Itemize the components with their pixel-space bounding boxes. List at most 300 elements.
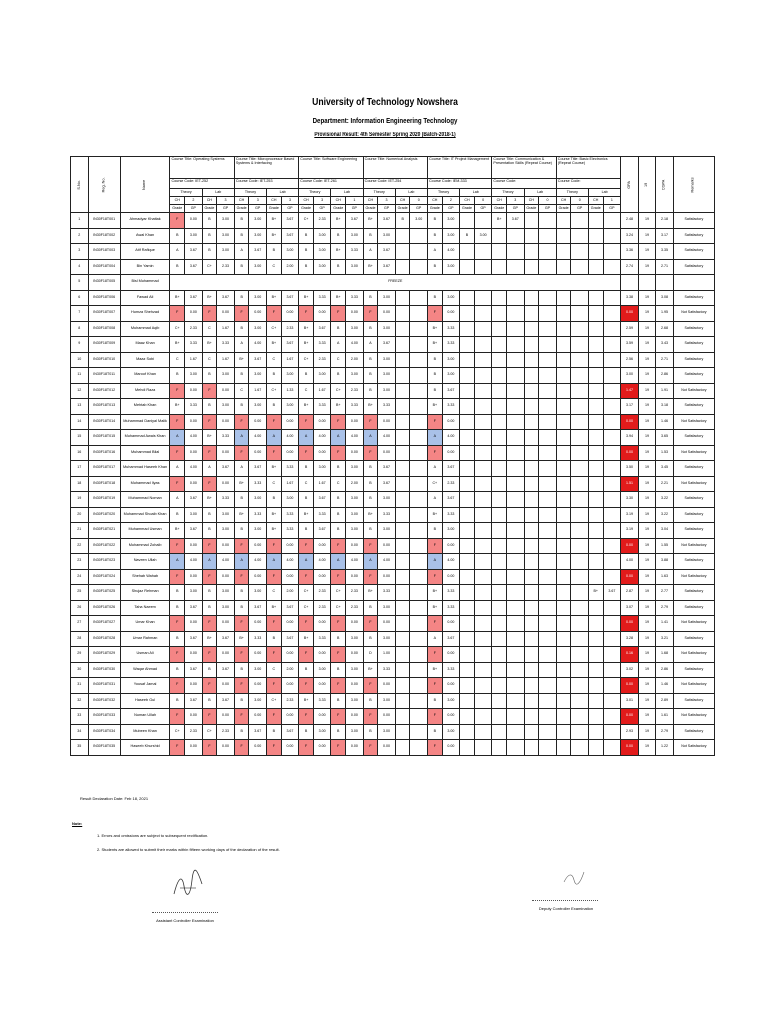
gp-cell: [507, 709, 525, 725]
gp-cell: 0.00: [249, 678, 267, 694]
gp-cell: 3.67: [281, 213, 299, 229]
gpa-value: 3.19: [621, 523, 639, 539]
grade-cell: [556, 616, 571, 632]
grade-cell: C+: [299, 585, 314, 601]
gp-cell: 3.33: [313, 693, 331, 709]
grade-cell: A: [234, 461, 249, 477]
grade-cell: F: [202, 476, 217, 492]
ch-label: CH: [524, 197, 539, 205]
grade-cell: B: [202, 368, 217, 384]
gpa-header: [621, 157, 639, 213]
grade-cell: [588, 569, 603, 585]
grade-cell: B: [202, 585, 217, 601]
reg-header-text: Reg. No.: [101, 177, 106, 192]
reg-no: IN30F18T010: [88, 352, 120, 368]
gp-cell: 0.00: [185, 476, 203, 492]
grade-cell: [556, 476, 571, 492]
gp-cell: 3.00: [378, 352, 396, 368]
grade-cell: F: [234, 678, 249, 694]
grade-cell: [395, 569, 410, 585]
grade-cell: A: [267, 554, 282, 570]
student-name: Muhammad Zohaib: [120, 538, 170, 554]
grade-cell: [492, 678, 507, 694]
grade-cell: [460, 724, 475, 740]
course-title-5: Course Title: Communication & Presentation Skills (Repeat Course): [492, 157, 556, 179]
gp-cell: [603, 290, 621, 306]
gp-cell: 3.33: [442, 399, 460, 415]
gp-label: GP: [378, 205, 396, 213]
grade-cell: B: [363, 476, 378, 492]
serial-no: 10: [71, 352, 89, 368]
gp-cell: [603, 740, 621, 756]
gp-cell: [474, 383, 492, 399]
gp-cell: 3.33: [185, 399, 203, 415]
grade-cell: B: [234, 600, 249, 616]
gpa-value: 1.51: [621, 476, 639, 492]
grade-cell: [460, 213, 475, 229]
blank-cell: [656, 275, 674, 291]
student-name: Mehtab Khan: [120, 399, 170, 415]
gp-cell: [603, 724, 621, 740]
grade-cell: [492, 352, 507, 368]
grade-cell: B+: [234, 476, 249, 492]
grade-cell: B: [363, 368, 378, 384]
grade-cell: F: [170, 306, 185, 322]
reg-no: IN30F18T012: [88, 383, 120, 399]
grade-cell: [524, 476, 539, 492]
ch-label: CH: [363, 197, 378, 205]
grade-cell: [556, 259, 571, 275]
grade-cell: [588, 647, 603, 663]
reg-no: IN30F18T021: [88, 523, 120, 539]
gp-cell: [539, 600, 557, 616]
grade-cell: F: [170, 476, 185, 492]
gp-cell: 0.00: [378, 616, 396, 632]
remarks-value: Satisfactory: [673, 461, 714, 477]
gp-label: GP: [410, 205, 428, 213]
grade-cell: F: [170, 647, 185, 663]
gpa-value: 2.56: [621, 352, 639, 368]
gp-cell: 0.00: [442, 647, 460, 663]
gp-cell: [507, 693, 525, 709]
grade-cell: [395, 321, 410, 337]
gp-cell: [507, 445, 525, 461]
gpa-value: 0.00: [621, 538, 639, 554]
grade-cell: C: [234, 383, 249, 399]
grade-cell: F: [202, 445, 217, 461]
gp-cell: [571, 368, 589, 384]
gp-cell: [474, 554, 492, 570]
remarks-value: Satisfactory: [673, 244, 714, 260]
grade-cell: [524, 647, 539, 663]
remarks-value: Not Satisfactory: [673, 306, 714, 322]
grade-cell: [460, 678, 475, 694]
grade-cell: B+: [170, 337, 185, 353]
grade-cell: F: [299, 306, 314, 322]
lab-label-4: Lab: [460, 189, 492, 197]
grade-cell: A: [428, 461, 443, 477]
grade-cell: [460, 414, 475, 430]
gp-cell: 3.00: [185, 585, 203, 601]
gp-cell: [603, 507, 621, 523]
gp-cell: 3.67: [281, 600, 299, 616]
table-row: [71, 740, 715, 756]
serial-no: 13: [71, 399, 89, 415]
cgpa-value: 3.18: [656, 399, 674, 415]
ch-label: CH: [395, 197, 410, 205]
gp-cell: 3.00: [249, 492, 267, 508]
grade-cell: F: [299, 445, 314, 461]
gp-cell: 0.00: [281, 445, 299, 461]
grade-cell: F: [267, 740, 282, 756]
remarks-value: Not Satisfactory: [673, 709, 714, 725]
table-row: [71, 631, 715, 647]
grade-cell: [492, 290, 507, 306]
gp-cell: 3.00: [442, 213, 460, 229]
gp-cell: 0.00: [378, 569, 396, 585]
student-name: Haseeb Khurshid: [120, 740, 170, 756]
gp-cell: 3.00: [313, 461, 331, 477]
ch-total-header-text: 19: [644, 182, 649, 187]
gp-cell: 3.33: [313, 631, 331, 647]
gp-cell: 3.00: [442, 368, 460, 384]
gp-cell: [474, 290, 492, 306]
grade-cell: [460, 600, 475, 616]
cgpa-value: 2.71: [656, 259, 674, 275]
gp-cell: [571, 724, 589, 740]
grade-cell: B: [299, 259, 314, 275]
grade-cell: [395, 383, 410, 399]
grade-cell: C+: [331, 600, 346, 616]
student-name: Ahmadyar Khattak: [120, 213, 170, 229]
cgpa-value: 1.61: [656, 709, 674, 725]
gp-cell: [507, 569, 525, 585]
gp-cell: [571, 414, 589, 430]
assistant-controller-label: Assistant Controller Examination: [156, 918, 214, 923]
gp-cell: 4.00: [249, 337, 267, 353]
reg-no: IN30F18T031: [88, 678, 120, 694]
grade-cell: A: [170, 461, 185, 477]
gp-cell: 3.67: [185, 662, 203, 678]
student-name: Fawad Ali: [120, 290, 170, 306]
gp-cell: [539, 213, 557, 229]
gp-cell: 2.00: [281, 585, 299, 601]
blank-cell: [621, 275, 639, 291]
gp-cell: [539, 538, 557, 554]
gp-cell: 4.00: [185, 461, 203, 477]
serial-no: 3: [71, 244, 89, 260]
grade-cell: F: [234, 306, 249, 322]
grade-cell: [524, 445, 539, 461]
grade-cell: F: [234, 647, 249, 663]
grade-cell: A: [170, 554, 185, 570]
grade-cell: B+: [363, 662, 378, 678]
theory-label-4: Theory: [428, 189, 460, 197]
gp-cell: 4.00: [217, 554, 235, 570]
gp-cell: 3.67: [249, 461, 267, 477]
gp-cell: 3.67: [281, 290, 299, 306]
gp-cell: 4.00: [346, 554, 364, 570]
gp-cell: 0.00: [442, 445, 460, 461]
grade-cell: [588, 399, 603, 415]
gp-cell: [474, 585, 492, 601]
gp-cell: [539, 554, 557, 570]
grade-cell: B+: [267, 461, 282, 477]
gpa-value: 3.94: [621, 430, 639, 446]
grade-cell: [524, 244, 539, 260]
gp-label: GP: [249, 205, 267, 213]
remarks-value: Not Satisfactory: [673, 616, 714, 632]
gp-cell: 0.00: [346, 740, 364, 756]
grade-cell: [460, 476, 475, 492]
gp-cell: [571, 461, 589, 477]
table-row: [71, 600, 715, 616]
remarks-value: Satisfactory: [673, 554, 714, 570]
grade-cell: B: [363, 523, 378, 539]
grade-cell: B: [331, 507, 346, 523]
student-name: Taha Naeem: [120, 600, 170, 616]
grade-cell: [460, 244, 475, 260]
grade-cell: [460, 352, 475, 368]
serial-no: 32: [71, 693, 89, 709]
reg-no: IN30F18T008: [88, 321, 120, 337]
gp-cell: [507, 399, 525, 415]
grade-cell: B: [234, 290, 249, 306]
cgpa-value: 1.95: [656, 306, 674, 322]
gp-cell: 0.00: [346, 678, 364, 694]
gp-cell: 3.00: [346, 228, 364, 244]
lab-label-5: Lab: [524, 189, 556, 197]
cgpa-value: 3.43: [656, 337, 674, 353]
grade-cell: [556, 538, 571, 554]
grade-cell: [588, 228, 603, 244]
gp-cell: [410, 461, 428, 477]
gp-cell: 0.00: [217, 414, 235, 430]
remarks-value: Satisfactory: [673, 321, 714, 337]
student-name: Haseeb Gul: [120, 693, 170, 709]
gp-cell: 3.67: [378, 337, 396, 353]
ch-total-value: 19: [638, 399, 656, 415]
ch-label: CH: [331, 197, 346, 205]
grade-label: Grade: [299, 205, 314, 213]
gp-cell: 0.00: [249, 538, 267, 554]
reg-no: IN30F18T013: [88, 399, 120, 415]
gp-cell: [507, 259, 525, 275]
grade-cell: C+: [299, 352, 314, 368]
grade-cell: B: [267, 724, 282, 740]
grade-cell: B: [170, 368, 185, 384]
gp-cell: 3.67: [442, 383, 460, 399]
grade-cell: C+: [267, 321, 282, 337]
gp-cell: 3.00: [346, 259, 364, 275]
ch-total-value: 19: [638, 461, 656, 477]
gp-cell: [603, 709, 621, 725]
gp-cell: 3.67: [346, 213, 364, 229]
gp-cell: [474, 724, 492, 740]
gp-cell: [571, 445, 589, 461]
gp-cell: [603, 337, 621, 353]
gpa-value: 3.00: [621, 368, 639, 384]
gp-cell: [539, 337, 557, 353]
grade-cell: B+: [170, 290, 185, 306]
student-name: Muhammad Aqib: [120, 321, 170, 337]
gp-cell: [474, 678, 492, 694]
grade-cell: B: [460, 228, 475, 244]
grade-cell: F: [363, 538, 378, 554]
gp-cell: 0.00: [442, 538, 460, 554]
grade-cell: F: [363, 616, 378, 632]
reg-no: IN30F18T032: [88, 693, 120, 709]
grade-cell: B: [363, 492, 378, 508]
gp-cell: 3.33: [249, 507, 267, 523]
gp-cell: 3.00: [313, 368, 331, 384]
gp-cell: 2.33: [281, 693, 299, 709]
gp-cell: [539, 678, 557, 694]
grade-cell: [395, 306, 410, 322]
reg-no: IN30F18T034: [88, 724, 120, 740]
gpa-value: 0.00: [621, 678, 639, 694]
grade-cell: B: [299, 368, 314, 384]
gpa-value: 3.24: [621, 228, 639, 244]
gp-cell: [507, 616, 525, 632]
gp-cell: [539, 259, 557, 275]
gp-cell: [571, 228, 589, 244]
grade-cell: [556, 600, 571, 616]
grade-cell: F: [202, 678, 217, 694]
student-name: Muhammad Noman: [120, 492, 170, 508]
grade-cell: B: [331, 693, 346, 709]
cgpa-value: 3.45: [656, 461, 674, 477]
grade-cell: B+: [363, 259, 378, 275]
grade-cell: F: [234, 569, 249, 585]
grade-cell: C: [267, 259, 282, 275]
grade-cell: C+: [202, 259, 217, 275]
grade-cell: [492, 321, 507, 337]
gp-cell: 0.00: [442, 678, 460, 694]
grade-cell: [524, 709, 539, 725]
grade-cell: F: [428, 538, 443, 554]
gp-cell: [539, 414, 557, 430]
gp-cell: [474, 492, 492, 508]
gp-cell: [410, 523, 428, 539]
gp-cell: 3.00: [217, 523, 235, 539]
gp-label: GP: [507, 205, 525, 213]
gp-cell: 3.00: [185, 507, 203, 523]
gp-cell: 3.00: [442, 693, 460, 709]
grade-cell: F: [299, 740, 314, 756]
grade-cell: [556, 693, 571, 709]
gp-cell: 0.00: [442, 306, 460, 322]
grade-cell: [588, 368, 603, 384]
gp-cell: 0.00: [281, 709, 299, 725]
grade-cell: [524, 616, 539, 632]
gp-cell: [474, 476, 492, 492]
gp-cell: 3.33: [378, 399, 396, 415]
grade-cell: B: [170, 631, 185, 647]
grade-cell: [588, 538, 603, 554]
grade-cell: [524, 321, 539, 337]
grade-cell: [556, 306, 571, 322]
grade-cell: C+: [331, 383, 346, 399]
gp-cell: 3.00: [378, 321, 396, 337]
serial-no: 6: [71, 290, 89, 306]
gp-cell: 3.00: [346, 492, 364, 508]
gp-cell: 0.00: [378, 678, 396, 694]
gp-cell: 3.00: [442, 352, 460, 368]
gp-cell: [571, 507, 589, 523]
gp-cell: [571, 399, 589, 415]
student-name: Muhammad Usman: [120, 523, 170, 539]
grade-cell: F: [170, 740, 185, 756]
grade-cell: F: [299, 678, 314, 694]
table-row: [71, 244, 715, 260]
gp-cell: [603, 631, 621, 647]
grade-cell: F: [428, 647, 443, 663]
grade-cell: [492, 461, 507, 477]
grade-cell: [588, 523, 603, 539]
student-name: Awal Khan: [120, 228, 170, 244]
course-code-4: Course Code: IEM-333: [428, 179, 492, 189]
gp-cell: 3.33: [313, 290, 331, 306]
gp-cell: [603, 414, 621, 430]
reg-no: IN30F18T028: [88, 631, 120, 647]
table-row: [71, 383, 715, 399]
gp-cell: 3.00: [378, 600, 396, 616]
gpa-value: 3.19: [621, 507, 639, 523]
grade-cell: B+: [202, 290, 217, 306]
gp-label: GP: [185, 205, 203, 213]
gp-cell: 4.00: [442, 244, 460, 260]
deputy-controller-label: Deputy Controller Examination: [538, 906, 594, 911]
gp-cell: [474, 662, 492, 678]
grade-cell: [588, 321, 603, 337]
reg-no: IN30F18T014: [88, 414, 120, 430]
gp-cell: 3.00: [249, 213, 267, 229]
gp-cell: [474, 709, 492, 725]
grade-cell: C+: [299, 213, 314, 229]
gp-cell: 0.00: [217, 445, 235, 461]
course-code-3: Course Code: IET-254: [363, 179, 427, 189]
grade-cell: [460, 445, 475, 461]
gp-cell: 3.67: [313, 321, 331, 337]
gp-cell: 0.00: [346, 306, 364, 322]
grade-cell: F: [234, 538, 249, 554]
grade-cell: B+: [588, 585, 603, 601]
gp-cell: [539, 709, 557, 725]
grade-cell: C: [267, 476, 282, 492]
table-row: [71, 724, 715, 740]
table-row: [71, 337, 715, 353]
cgpa-value: 3.08: [656, 290, 674, 306]
gp-cell: [410, 337, 428, 353]
grade-cell: F: [428, 569, 443, 585]
remarks-value: Satisfactory: [673, 290, 714, 306]
student-name: Muhammad Bilal: [120, 445, 170, 461]
gp-cell: [603, 693, 621, 709]
grade-cell: B+: [428, 585, 443, 601]
gp-cell: [410, 352, 428, 368]
gpa-value: 3.30: [621, 492, 639, 508]
grade-cell: [395, 445, 410, 461]
grade-cell: B: [234, 259, 249, 275]
grade-label: Grade: [363, 205, 378, 213]
grade-cell: [556, 228, 571, 244]
gp-cell: [474, 399, 492, 415]
grade-cell: A: [202, 554, 217, 570]
grade-cell: F: [331, 414, 346, 430]
ch-total-value: 19: [638, 259, 656, 275]
grade-cell: [460, 399, 475, 415]
